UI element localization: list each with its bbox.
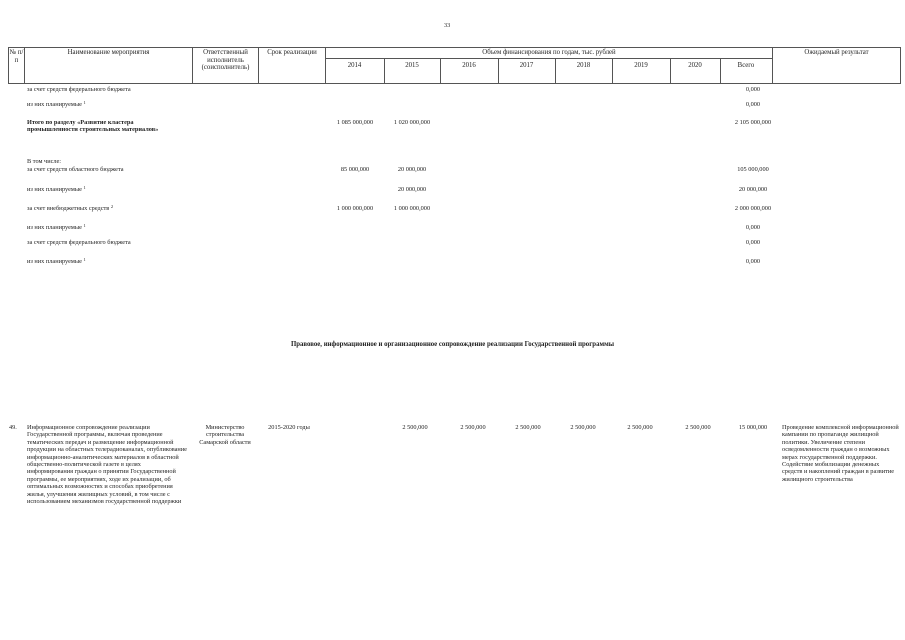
row-including-label: В том числе: bbox=[27, 158, 62, 165]
col-number-header: № п/п bbox=[9, 49, 24, 64]
item-value-2015: 2 500,000 bbox=[402, 424, 428, 431]
year-2015-header: 2015 bbox=[405, 62, 419, 69]
item-value-total: 15 000,000 bbox=[738, 424, 768, 431]
col-financing-header: Объем финансирования по годам, тыс. рублей bbox=[482, 49, 616, 56]
item-value-2019: 2 500,000 bbox=[627, 424, 653, 431]
col-result-header: Ожидаемый результат bbox=[804, 49, 869, 56]
col-executor-header: Ответственный исполнитель (соисполнитель) bbox=[201, 49, 250, 72]
item-description: Информационное сопровождение реализации Государственной программы, включая проведение тематических передач и размещение информационной продукции на областных телерадиоканалах, опубликование информационно-аналитических материалов в областной общественно-политической газете в целях информирования граждан о принятии Государственной программы, ее мероприятиях, ходе их реализации, об оптимальных возможностях и способах приобретения жилья, улучшения жилищных условий, в том числе с использованием механизмов государственной поддержки bbox=[27, 424, 187, 506]
page-number: 33 bbox=[444, 22, 451, 29]
year-2018-header: 2018 bbox=[576, 62, 591, 69]
col-term-header: Срок реализации bbox=[267, 49, 317, 56]
year-2020-header: 2020 bbox=[688, 62, 702, 69]
item-value-2016: 2 500,000 bbox=[460, 424, 486, 431]
year-2017-header: 2017 bbox=[519, 62, 534, 69]
year-2014-header: 2014 bbox=[347, 62, 362, 69]
year-2019-header: 2019 bbox=[634, 62, 648, 69]
item-value-2017: 2 500,000 bbox=[515, 424, 541, 431]
item-expected-result: Проведение комплексной информационной кампании по пропаганде жилищной политики. Увеличение степени осведомленности граждан о возможных мерах государственной поддержки. Содействие мобилизации денежных средств и накоплений граждан в развитие жилищного строительства bbox=[782, 424, 899, 483]
item-value-2020: 2 500,000 bbox=[685, 424, 711, 431]
item-value-2018: 2 500,000 bbox=[570, 424, 596, 431]
item-number: 49. bbox=[9, 424, 17, 431]
item-executor: Министерство строительства Самарской области bbox=[199, 424, 251, 446]
item-term: 2015-2020 годы bbox=[268, 424, 310, 431]
total-header: Всего bbox=[737, 62, 755, 69]
section-title: Правовое, информационное и организационное сопровождение реализации Государственной программы bbox=[290, 341, 615, 348]
year-2016-header: 2016 bbox=[462, 62, 476, 69]
col-name-header: Наименование мероприятия bbox=[67, 49, 150, 56]
